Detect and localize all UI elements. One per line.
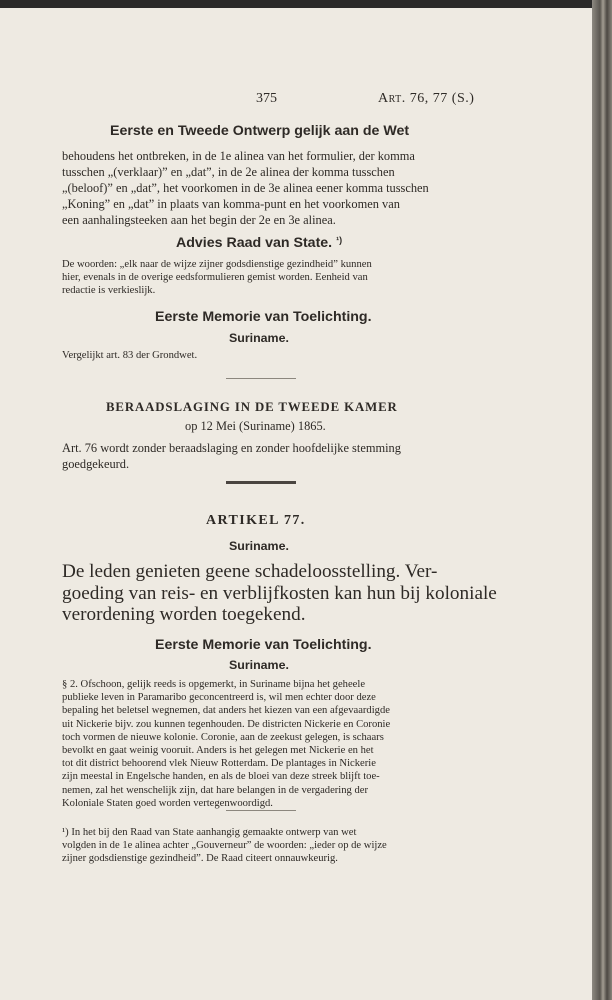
text-line: zijn meestal in Engelsche handen, en als de bloei van deze streek blijft toe- bbox=[62, 771, 380, 783]
text-line: De leden genieten geene schadeloosstelling. Ver- bbox=[62, 561, 438, 582]
footnote-mark: ¹) bbox=[336, 235, 343, 245]
paragraph bbox=[62, 440, 476, 472]
text-line: toch vormen de nieuwe kolonie. Coronie, aan de zeekust gelegen, is schaars bbox=[62, 731, 384, 743]
text-line: zijner godsdienstige gezindheid”. De Raad citeert onnauwkeurig. bbox=[62, 853, 338, 865]
section-subheading: op 12 Mei (Suriname) 1865. bbox=[185, 419, 326, 433]
section-subheading: Suriname. bbox=[229, 658, 289, 672]
text-line: „(beloof)” en „dat”, het voorkomen in de 3e alinea eener komma tusschen bbox=[62, 181, 429, 195]
text-line: tot dit district behoorend vlek Nieuw Rotterdam. De plantages in Nickerie bbox=[62, 758, 376, 770]
text-line: Koloniale Staten goed worden vertegenwoordigd. bbox=[62, 797, 273, 809]
text-line: redactie is verkieslijk. bbox=[62, 285, 156, 297]
paragraph bbox=[62, 678, 476, 810]
text-line: tusschen „(verklaar)” en „dat”, in de 2e alinea der komma tusschen bbox=[62, 165, 395, 179]
text-line: volgden in de 1e alinea achter „Gouverneur” de woorden: „ieder op de wijze bbox=[62, 840, 387, 852]
divider bbox=[226, 481, 296, 484]
section-heading: Eerste Memorie van Toelichting. bbox=[155, 309, 372, 325]
text-line: een aanhalingsteeken aan het begin der 2e en 3e alinea. bbox=[62, 213, 336, 227]
text-line: ¹) In het bij den Raad van State aanhangig gemaakte ontwerp van wet bbox=[62, 827, 357, 838]
section-heading: Eerste Memorie van Toelichting. bbox=[155, 637, 372, 653]
text-line: bepaling het beletsel wegnemen, dat anders het kiezen van een afgevaardigde bbox=[62, 705, 390, 717]
text-line: goedgekeurd. bbox=[62, 457, 130, 471]
paragraph bbox=[62, 148, 476, 228]
running-head: Art. 76, 77 (S.) bbox=[378, 91, 475, 106]
text-line: behoudens het ontbreken, in de 1e alinea van het formulier, der komma bbox=[62, 149, 415, 163]
footnote-divider bbox=[226, 810, 296, 811]
divider bbox=[226, 378, 296, 379]
text-line: uit Nickerie bijv. zou kunnen tegenhouden. De districten Nickerie en Coronie bbox=[62, 718, 391, 730]
article-text bbox=[62, 561, 497, 626]
paragraph: Vergelijkt art. 83 der Grondwet. bbox=[62, 350, 198, 361]
paragraph bbox=[62, 258, 476, 298]
article-title: ARTIKEL 77. bbox=[206, 513, 306, 528]
text-line: „Koning” en „dat” in plaats van komma-punt en het voorkomen van bbox=[62, 197, 400, 211]
page-number: 375 bbox=[256, 91, 277, 106]
text-line: De woorden: „elk naar de wijze zijner godsdienstige gezindheid” kunnen bbox=[62, 259, 372, 270]
page-edge bbox=[592, 0, 612, 1000]
text-line: nemen, zal het wenschelijk zijn, dat hare belangen in de vergadering der bbox=[62, 784, 369, 796]
text-line: goeding van reis- en verblijfkosten kan hun bij koloniale bbox=[62, 582, 497, 604]
text-line: § 2. Ofschoon, gelijk reeds is opgemerkt, in Suriname bijna het geheele bbox=[62, 679, 366, 690]
text-line: verordening worden toegekend. bbox=[62, 604, 306, 625]
text-line: publieke leven in Paramaribo geconcentreerd is, wil men echter door deze bbox=[62, 692, 376, 704]
section-heading: Eerste en Tweede Ontwerp gelijk aan de Wet bbox=[110, 123, 410, 139]
section-heading bbox=[176, 235, 342, 251]
section-heading: BERAADSLAGING IN DE TWEEDE KAMER bbox=[106, 400, 398, 414]
text-line: hier, evenals in de overige eedsformulieren gemist worden. Eenheid van bbox=[62, 272, 368, 284]
heading-text: Advies Raad van State. bbox=[176, 235, 333, 251]
text-line: bevolkt en gaat weinig vooruit. Anders is het gelegen met Nickerie en het bbox=[62, 745, 374, 757]
footnote bbox=[62, 826, 476, 866]
section-subheading: Suriname. bbox=[229, 331, 289, 345]
section-subheading: Suriname. bbox=[229, 539, 289, 553]
text-line: Art. 76 wordt zonder beraadslaging en zonder hoofdelijke stemming bbox=[62, 441, 401, 455]
